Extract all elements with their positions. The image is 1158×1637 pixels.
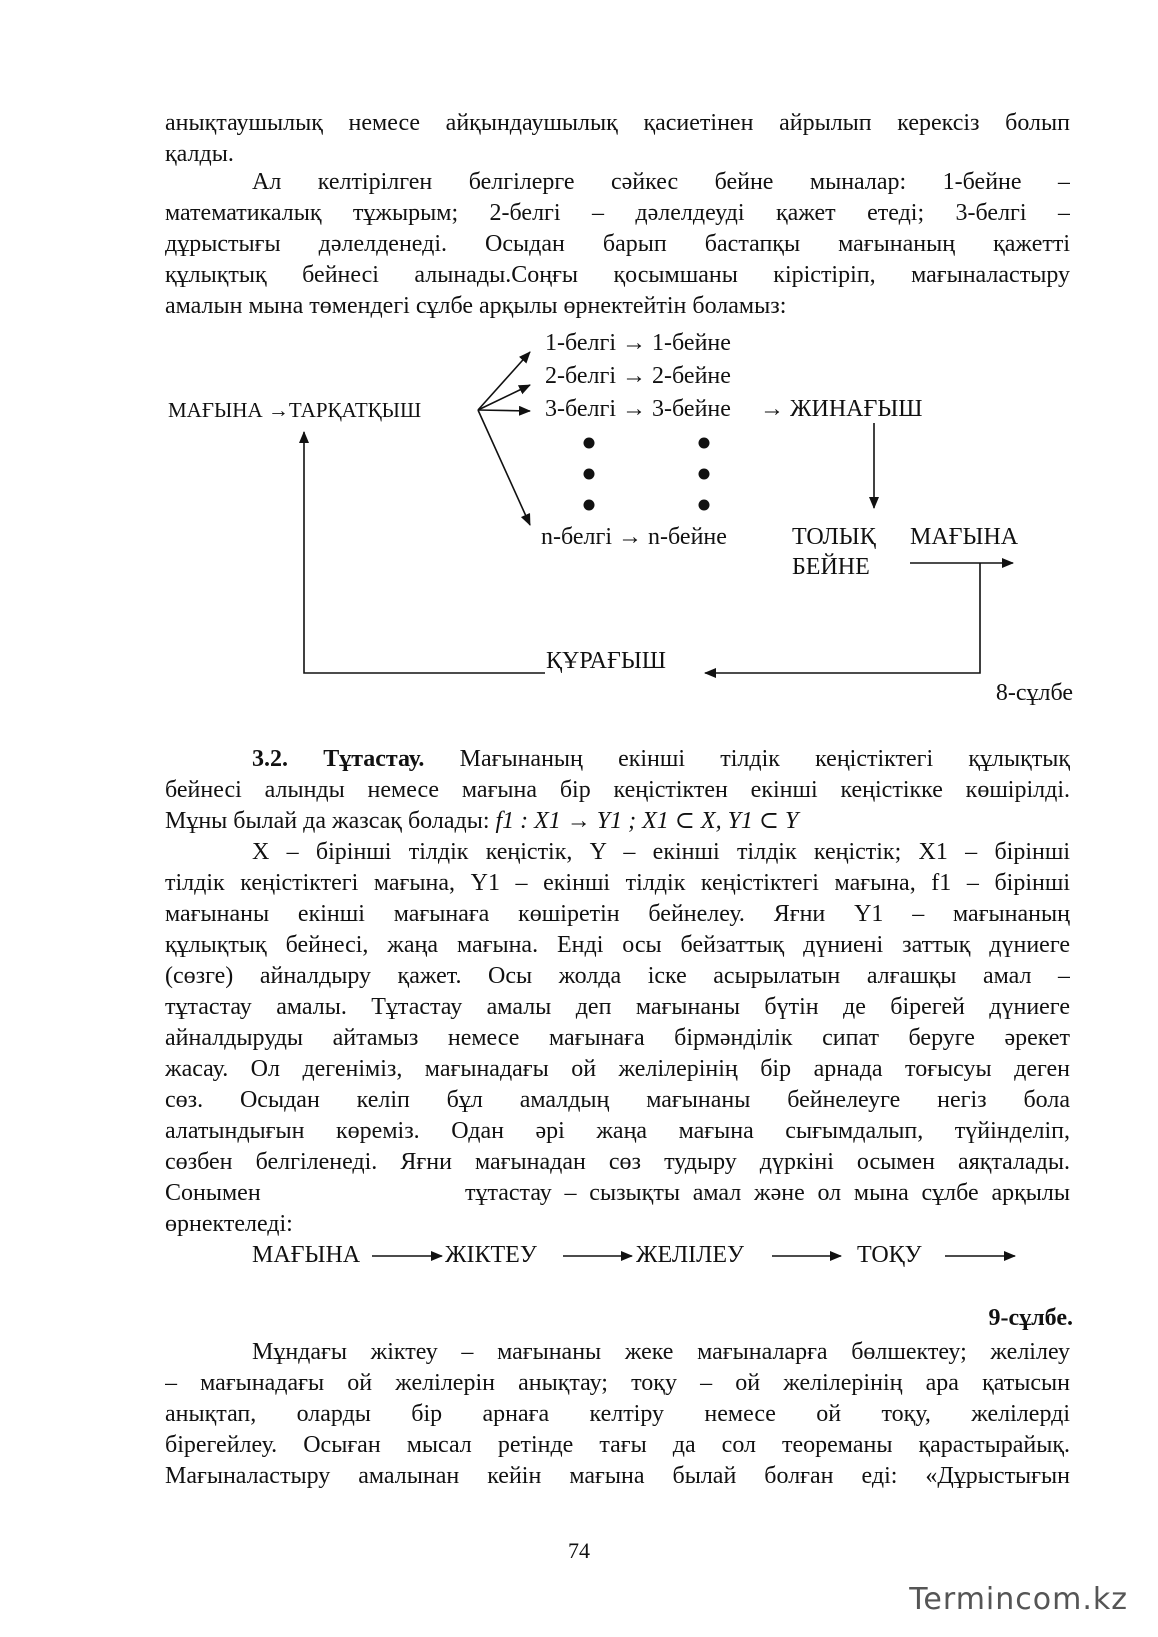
definition-paragraph [165,837,1070,1240]
text-line: математикалық тұжырым; 2-белгі – дәлелдеуді қажет етеді; 3-белгі – [165,200,1070,226]
diagram-row-3: 3-белгі → 3-бейне [545,396,731,422]
diagram-meaning: МАҒЫНА [910,524,1019,550]
step-line: ЖЕЛІЛЕУ [636,1242,745,1268]
page-number: 74 [568,1538,590,1563]
text-line: бірегейлеу. Осыған мысал ретінде тағы да сол теореманы қарастырайық. [165,1432,1070,1458]
diagram-collector: → ЖИНАҒЫШ [760,396,923,422]
diagram-full-line2: БЕЙНЕ [792,554,870,580]
diagram-row-1: 1-белгі → 1-бейне [545,330,731,356]
watermark-logo: Termincom.kz [909,1582,1128,1617]
text-line: анықтаушылық немесе айқындаушылық қасиетінен айрылып керексіз болып [165,110,1070,136]
diagram-left-label: МАҒЫНА →ТАРҚАТҚЫШ [168,398,422,422]
diagram-builder: ҚҰРАҒЫШ [546,648,666,674]
text-line: жасау. Ол дегеніміз, мағынадағы ой желілерінің бір арнада тоғысуы деген [165,1056,1070,1082]
text-line: тұтастау амалы. Тұтастау амалы деп мағынаны бүтін де бірегей дүниеге [165,994,1070,1020]
step-divide: ЖІКТЕУ [445,1242,537,1268]
section-line: Мұны былай да жазсақ болады: [165,808,490,834]
text-line: қалды. [165,141,234,167]
step-meaning: МАҒЫНА [252,1242,361,1268]
text-line: сөз. Осыдан келіп бұл амалдың мағынаны бейнелеуге негіз бола [165,1087,1070,1113]
text-line: өрнектеледі: [165,1211,293,1237]
text-line: Сонымен тұтастау – сызықты амал және ол мына сұлбе арқылы [165,1180,1070,1206]
text-line: мағынаны екінші мағынаға көшіретін бейнелеу. Яғни Y1 – мағынаның [165,901,1070,927]
final-paragraph [165,1337,1070,1492]
return-arrow [304,432,545,673]
fan-arrow [478,410,530,525]
diagram-9-caption: 9-сұлбе. [988,1305,1073,1331]
diagram-full-line1: ТОЛЫҚ [792,524,876,550]
text-line: амалын мына төмендегі сұлбе арқылы өрнектейтін боламыз: [165,293,787,319]
diagram-row-n: n-белгі → n-бейне [541,524,727,550]
text-line: X – бірінші тілдік кеңістік, Y – екінші тілдік кеңістік; X1 – бірінші [252,839,1070,865]
fan-arrow [478,352,530,410]
text-line: анықтап, оларды бір арнаға келтіру немесе ой тоқу, желілерді [165,1401,1070,1427]
text-line: тілдік кеңістіктегі мағына, Y1 – екінші тілдік кеңістіктегі мағына, f1 – бірінші [165,870,1070,896]
diagram-row-2: 2-белгі → 2-бейне [545,363,731,389]
text-line: құлықтық бейнесі алынады.Соңғы қосымшаны кірістіріп, мағыналастыру [165,262,1070,288]
text-line: алатындығын көреміз. Одан әрі жаңа мағына сығымдалып, түйінделіп, [165,1118,1070,1144]
text-line: Мұндағы жіктеу – мағынаны жеке мағыналарға бөлшектеу; желілеу [252,1339,1070,1365]
text-line [165,744,1070,775]
text-line: дұрыстығы дәлелденеді. Осыдан барып бастапқы мағынаның қажетті [165,231,1070,257]
formula: f1 : X1 → Y1 ; X1 ⊂ X, Y1 ⊂ Y [495,808,799,834]
section-line: Мағынаның екінші тілдік кеңістіктегі құлықтық [459,746,1070,772]
text-line: Ал келтірілген белгілерге сәйкес бейне мыналар: 1-бейне – [252,169,1070,195]
text-line: құлықтық бейнесі, жаңа мағына. Енді осы бейзаттық дүниені заттық дүниеге [165,932,1070,958]
text-line: сөзбен белгіленеді. Яғни мағынадан сөз тудыру дүркіні осымен аяқталады. [165,1149,1070,1175]
section-3-2 [165,744,1070,837]
feedback-arrow [705,563,980,673]
fan-arrow [478,410,530,411]
text-line: – мағынадағы ой желілерін анықтау; тоқу – ой желілерінің ара қатысын [165,1370,1070,1396]
text-line: айналдыруды айтамыз немесе мағынаға бірмәнділік сипат беруге әрекет [165,1025,1070,1051]
fan-arrow [478,385,530,410]
step-weave: ТОҚУ [857,1242,922,1268]
section-title: 3.2. Тұтастау. [252,746,425,772]
text-line: Мағыналастыру амалынан кейін мағына былай болған еді: «Дұрыстығын [165,1463,1070,1489]
text-line: (сөзге) айналдыру қажет. Осы жолда іске асырылатын алғашқы амал – [165,963,1070,989]
diagram-8-caption: 8-сұлбе [995,680,1073,706]
text-line [165,806,1070,837]
text-line: бейнесі алынды немесе мағына бір кеңістіктен екінші кеңістікке көшірілді. [165,777,1070,803]
ellipsis-dots [584,438,710,511]
